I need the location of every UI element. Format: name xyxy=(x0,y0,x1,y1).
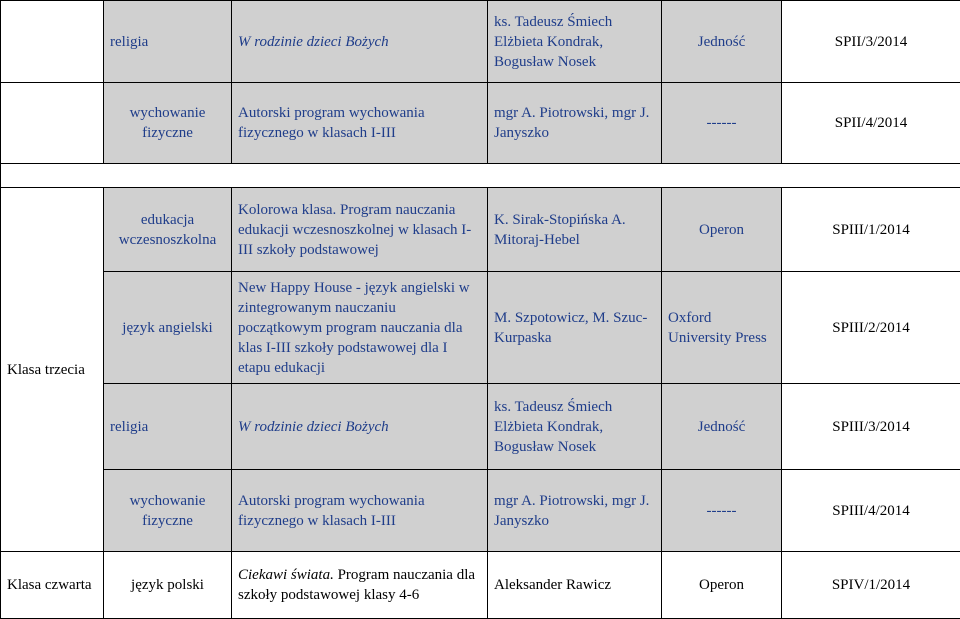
program-cell xyxy=(232,552,488,619)
subject-cell: religia xyxy=(104,384,232,470)
program-cell: W rodzinie dzieci Bożych xyxy=(232,1,488,83)
table-row xyxy=(1,470,960,552)
program-title-rest: Program nauczania dla szkoły podstawowej klasy 4-6 xyxy=(238,567,475,603)
subject-cell: język angielski xyxy=(104,272,232,384)
class-cell-empty xyxy=(1,83,104,164)
table-row xyxy=(1,384,960,470)
subject-cell: edukacja wczesnoszkolna xyxy=(104,188,232,272)
program-title-italic: Ciekawi świata. xyxy=(238,567,334,583)
subject-cell: wychowanie fizyczne xyxy=(104,83,232,164)
program-cell: Autorski program wychowania fizycznego w klasach I-III xyxy=(232,470,488,552)
authors-cell: ks. Tadeusz Śmiech Elżbieta Kondrak, Bogusław Nosek xyxy=(488,384,662,470)
table-row xyxy=(1,272,960,384)
table-row xyxy=(1,1,960,83)
publisher-cell: ------ xyxy=(662,470,782,552)
approval-code-cell: SPIII/4/2014 xyxy=(782,470,960,552)
authors-cell: Aleksander Rawicz xyxy=(488,552,662,619)
table-row xyxy=(1,83,960,164)
authors-cell: K. Sirak-Stopińska A. Mitoraj-Hebel xyxy=(488,188,662,272)
class-label-cell: Klasa trzecia xyxy=(1,188,104,552)
approval-code-cell: SPIII/2/2014 xyxy=(782,272,960,384)
publisher-cell: Oxford University Press xyxy=(662,272,782,384)
authors-cell: mgr A. Piotrowski, mgr J. Janyszko xyxy=(488,83,662,164)
subject-cell: wychowanie fizyczne xyxy=(104,470,232,552)
publisher-cell: Jedność xyxy=(662,384,782,470)
program-cell: Autorski program wychowania fizycznego w klasach I-III xyxy=(232,83,488,164)
class-label-cell: Klasa czwarta xyxy=(1,552,104,619)
publisher-cell: Jedność xyxy=(662,1,782,83)
authors-cell: ks. Tadeusz Śmiech Elżbieta Kondrak, Bogusław Nosek xyxy=(488,1,662,83)
spacer-row xyxy=(1,164,960,188)
subject-cell: język polski xyxy=(104,552,232,619)
spacer-cell xyxy=(1,164,960,188)
publisher-cell: Operon xyxy=(662,552,782,619)
approval-code-cell: SPIII/3/2014 xyxy=(782,384,960,470)
approval-code-cell: SPII/4/2014 xyxy=(782,83,960,164)
authors-cell: mgr A. Piotrowski, mgr J. Janyszko xyxy=(488,470,662,552)
table-row xyxy=(1,552,960,619)
publisher-cell: ------ xyxy=(662,83,782,164)
approval-code-cell: SPIII/1/2014 xyxy=(782,188,960,272)
program-cell: New Happy House - język angielski w zintegrowanym nauczaniu początkowym program nauczania dla klas I-III szkoły podstawowej dla I etapu edukacji xyxy=(232,272,488,384)
subject-cell: religia xyxy=(104,1,232,83)
publisher-cell: Operon xyxy=(662,188,782,272)
program-cell: Kolorowa klasa. Program nauczania edukacji wczesnoszkolnej w klasach I-III szkoły podstawowej xyxy=(232,188,488,272)
authors-cell: M. Szpotowicz, M. Szuc-Kurpaska xyxy=(488,272,662,384)
approval-code-cell: SPIV/1/2014 xyxy=(782,552,960,619)
program-cell: W rodzinie dzieci Bożych xyxy=(232,384,488,470)
approval-code-cell: SPII/3/2014 xyxy=(782,1,960,83)
class-cell-empty xyxy=(1,1,104,83)
table-row xyxy=(1,188,960,272)
